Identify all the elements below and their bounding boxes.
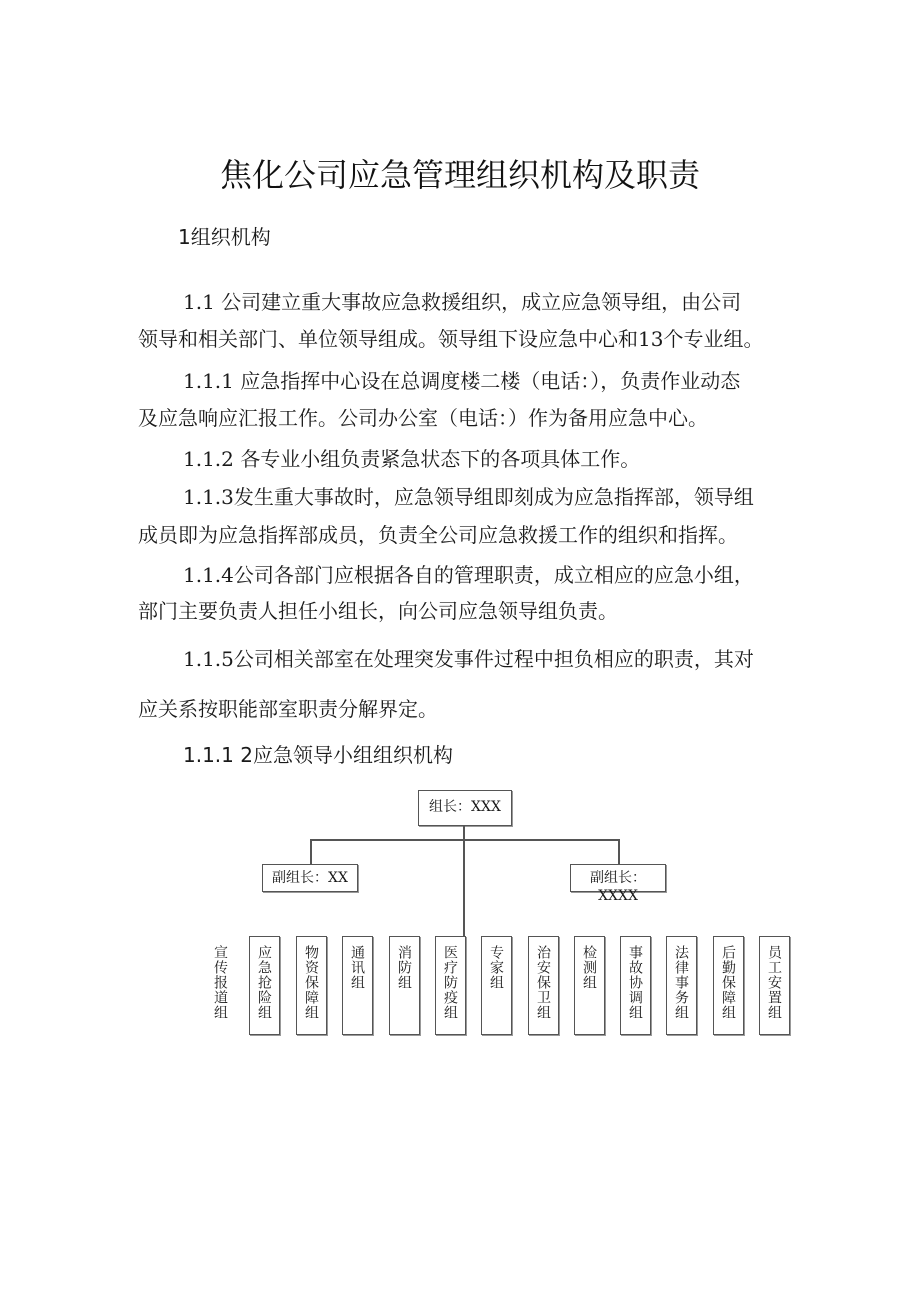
group-box-fire: 消防组 [389,936,420,1035]
org-chart-heading: 1.1.1 2应急领导小组组织机构 [183,743,453,767]
paragraph-1-1-1-line-2: 及应急响应汇报工作。公司办公室（电话：）作为备用应急中心。 [138,406,708,430]
group-box-communications: 通讯组 [342,936,373,1035]
group-box-coordination: 事故协调组 [620,936,651,1035]
group-box-staff-placement: 员工安置组 [759,936,790,1035]
group-box-detection: 检测组 [574,936,605,1035]
deputy-left-connector [310,839,312,864]
publicity-group-label: 宣传报道组 [212,945,228,1020]
paragraph-1-1-line-2: 领导和相关部门、单位领导组成。领导组下设应急中心和13个专业组。 [138,327,764,351]
group-box-logistics: 后勤保障组 [713,936,744,1035]
group-box-security: 治安保卫组 [528,936,559,1035]
paragraph-1-1-1-line-1: 1.1.1 应急指挥中心设在总调度楼二楼（电话：），负责作业动态 [183,369,741,393]
org-chart [0,780,920,1050]
deputy-right-connector [618,839,620,864]
group-box-medical: 医疗防疫组 [435,936,466,1035]
paragraph-1-1-5-line-1: 1.1.5公司相关部室在处理突发事件过程中担负相应的职责，其对 [183,647,754,671]
paragraph-1-1-3-line-1: 1.1.3发生重大事故时，应急领导组即刻成为应急指挥部，领导组 [183,485,754,509]
group-box-legal: 法律事务组 [666,936,697,1035]
paragraph-1-1-4-line-2: 部门主要负责人担任小组长，向公司应急领导组负责。 [138,599,618,623]
document-title: 焦化公司应急管理组织机构及职责 [219,156,700,194]
group-box-emergency-rescue: 应急抢险组 [249,936,280,1035]
paragraph-1-1-5-line-2: 应关系按职能部室职责分解界定。 [138,697,438,721]
deputy-box-right: 副组长：XXXX [570,864,666,892]
paragraph-1-1-3-line-2: 成员即为应急指挥部成员，负责全公司应急救援工作的组织和指挥。 [138,523,738,547]
group-box-materials: 物资保障组 [296,936,327,1035]
paragraph-1-1-2: 1.1.2 各专业小组负责紧急状态下的各项具体工作。 [183,447,641,471]
paragraph-1-1-line-1: 1.1 公司建立重大事故应急救援组织，成立应急领导组，由公司 [183,290,742,314]
leader-box: 组长：XXX [418,790,512,826]
deputy-box-left: 副组长：XX [262,864,358,892]
deputy-horizontal-connector [310,839,620,841]
group-box-experts: 专家组 [481,936,512,1035]
paragraph-1-1-4-line-1: 1.1.4公司各部门应根据各自的管理职责，成立相应的应急小组， [183,563,754,587]
section-heading: 1组织机构 [178,225,271,249]
